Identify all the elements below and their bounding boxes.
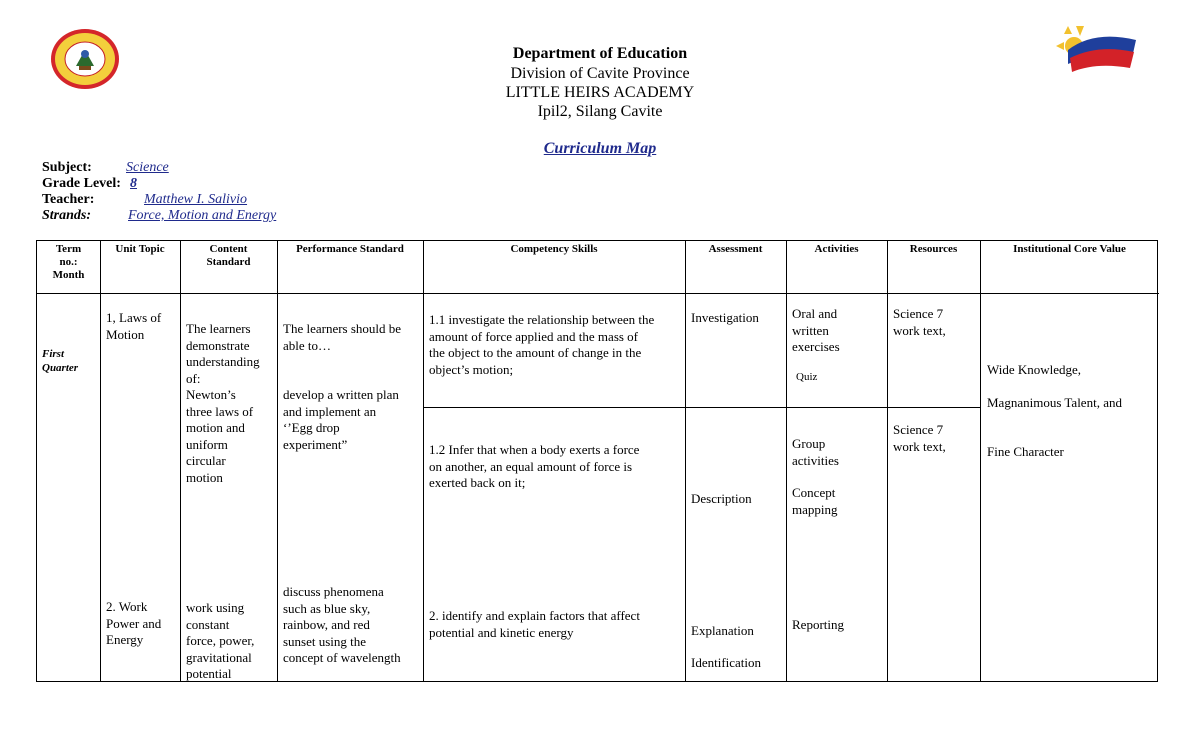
core-value-3: Fine Character	[987, 444, 1064, 459]
activity-group: Group activities	[792, 436, 839, 468]
activity-concept-mapping: Concept mapping	[792, 485, 838, 517]
header-competency-skills: Competency Skills	[510, 243, 598, 255]
header-activities: Activities	[814, 243, 859, 255]
resource-1: Science 7 work text,	[893, 306, 946, 338]
header-resources: Resources	[909, 243, 958, 255]
header-performance-standard: Performance Standard	[296, 243, 404, 255]
header-unit-topic: Unit Topic	[115, 243, 165, 255]
division-heading: Division of Cavite Province	[510, 65, 690, 82]
competency-1-2: 1.2 Infer that when a body exerts a force on another, an equal amount of force is exerted back on it;	[429, 442, 640, 490]
assessment-explanation: Explanation	[691, 623, 754, 638]
performance-standard-1: The learners should be able to…	[283, 321, 402, 353]
school-address: Ipil2, Silang Cavite	[537, 103, 663, 120]
core-value-2: Magnanimous Talent, and	[987, 395, 1122, 410]
grade-label: Grade Level:	[42, 176, 121, 191]
header-assessment: Assessment	[708, 243, 763, 255]
content-standard-1: The learners demonstrate understanding of: Newton’s three laws of motion and uniform circular motion	[186, 321, 260, 485]
unit-topic-1: 1, Laws of Motion	[106, 310, 162, 342]
unit-topic-2: 2. Work Power and Energy	[106, 599, 162, 647]
performance-standard-3: discuss phenomena such as blue sky, rainbow, and red sunset using the concept of wavelength	[283, 584, 401, 665]
department-heading: Department of Education	[512, 45, 688, 62]
curriculum-table	[36, 240, 1158, 682]
core-value-1: Wide Knowledge,	[987, 362, 1082, 377]
header-content-standard: Content Standard	[206, 243, 251, 268]
term-cell: First Quarter	[42, 348, 79, 374]
teacher-value: Matthew I. Salivio	[144, 192, 248, 207]
strands-value: Force, Motion and Energy	[128, 208, 277, 223]
subject-value: Science	[126, 160, 169, 175]
assessment-description: Description	[691, 491, 752, 506]
document-title: Curriculum Map	[543, 140, 657, 157]
school-name: LITTLE HEIRS ACADEMY	[505, 84, 695, 101]
content-standard-2: work using constant force, power, gravitational potential	[186, 600, 255, 681]
subject-label: Subject:	[42, 160, 92, 175]
performance-standard-2: develop a written plan and implement an ‘’Egg drop experiment”	[283, 387, 399, 452]
assessment-investigation: Investigation	[691, 310, 759, 325]
activity-reporting: Reporting	[792, 617, 844, 632]
activity-oral-written: Oral and written exercises	[792, 306, 840, 354]
competency-1-1: 1.1 investigate the relationship between the amount of force applied and the mass of the object to the amount of change in the object’s motion;	[429, 312, 655, 377]
competency-2: 2. identify and explain factors that affect potential and kinetic energy	[429, 608, 640, 640]
grade-value: 8	[130, 176, 137, 191]
activity-quiz: Quiz	[796, 371, 818, 383]
header-core-value: Institutional Core Value	[1013, 243, 1126, 255]
resource-2: Science 7 work text,	[893, 422, 946, 454]
header-term: Term no.: Month	[52, 243, 85, 281]
strands-label: Strands:	[42, 208, 92, 223]
teacher-label: Teacher:	[42, 192, 95, 207]
assessment-identification: Identification	[691, 655, 762, 670]
